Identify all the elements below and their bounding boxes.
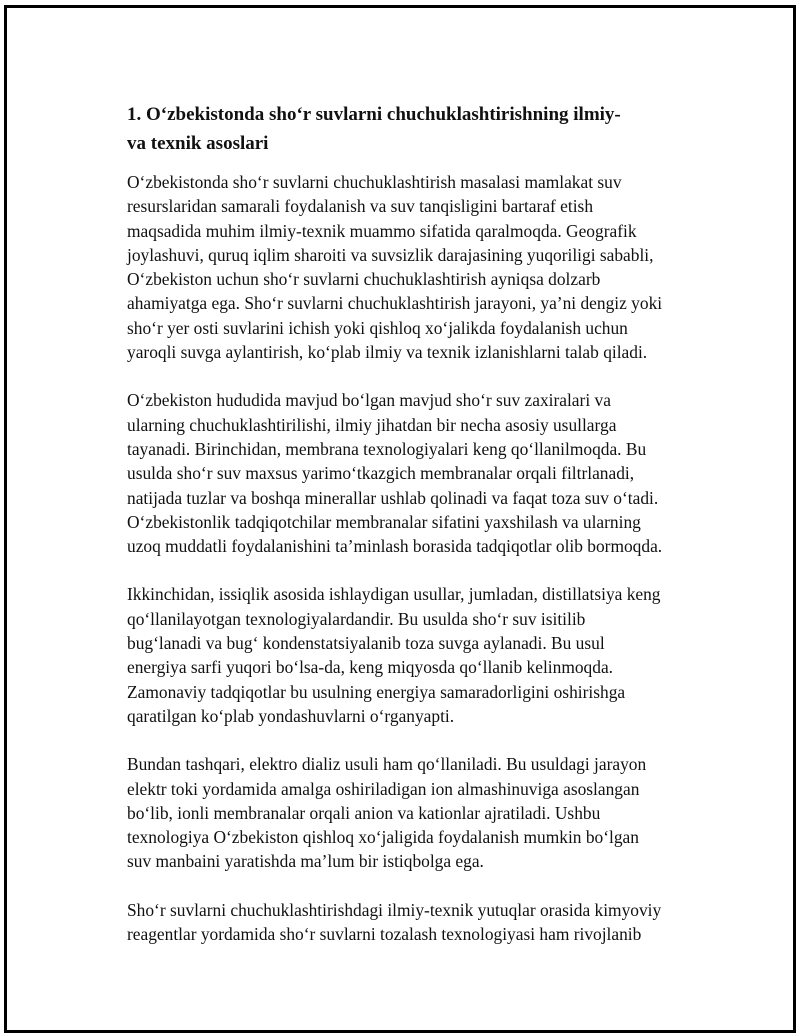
- text-line: joylashuvi, quruq iqlim sharoiti va suvsizlik darajasining yuqoriligi sababli,: [127, 244, 654, 265]
- text-line: reagentlar yordamida sho‘r suvlarni tozalash texnologiyasi ham rivojlanib: [127, 924, 642, 945]
- heading-line: 1. O‘zbekistonda sho‘r suvlarni chuchuklashtirishning ilmiy-: [127, 104, 621, 125]
- text-line: sho‘r yer osti suvlarini ichish yoki qishloq xo‘jalikda foydalanish uchun: [127, 317, 628, 338]
- text-line: Bundan tashqari, elektro dializ usuli ham qo‘llaniladi. Bu usuldagi jarayon: [127, 754, 647, 775]
- text-line: energiya sarfi yuqori bo‘lsa-da, keng miqyosda qo‘llanib kelinmoqda.: [127, 657, 614, 678]
- text-line: Zamonaviy tadqiqotlar bu usulning energiya samaradorligini oshirishga: [127, 681, 626, 702]
- text-line: yaroqli suvga aylantirish, ko‘plab ilmiy va texnik izlanishlarni talab qiladi.: [127, 342, 648, 363]
- text-line: O‘zbekistonda sho‘r suvlarni chuchuklashtirish masalasi mamlakat suv: [127, 172, 622, 192]
- paragraph-3: [121, 582, 701, 728]
- text-line: Ikkinchidan, issiqlik asosida ishlaydigan usullar, jumladan, distillatsiya keng: [127, 584, 661, 605]
- text-line: O‘zbekistonlik tadqiqotchilar membranalar sifatini yaxshilash va ularning: [127, 511, 641, 532]
- document-body: [121, 100, 701, 970]
- text-line: Sho‘r suvlarni chuchuklashtirishdagi ilmiy-texnik yutuqlar orasida kimyoviy: [127, 899, 662, 920]
- text-line: ahamiyatga ega. Sho‘r suvlarni chuchuklashtirish jarayoni, ya’ni dengiz yoki: [127, 293, 663, 314]
- heading-line: va texnik asoslari: [127, 133, 269, 154]
- text-line: qo‘llanilayotgan texnologiyalardandir. Bu usulda sho‘r suv isitilib: [127, 608, 586, 629]
- paragraph-2: [121, 388, 701, 558]
- text-line: texnologiya O‘zbekiston qishloq xo‘jaligida foydalanish mumkin bo‘lgan: [127, 827, 639, 848]
- text-line: uzoq muddatli foydalanishini ta’minlash borasida tadqiqotlar olib bormoqda.: [127, 536, 663, 557]
- section-heading: [121, 100, 701, 158]
- paragraph-1: [121, 170, 701, 364]
- text-line: ularning chuchuklashtirilishi, ilmiy jihatdan bir necha asosiy usullarga: [127, 414, 617, 435]
- text-line: bo‘lib, ionli membranalar orqali anion va kationlar ajratiladi. Ushbu: [127, 802, 601, 823]
- text-line: qaratilgan ko‘plab yondashuvlarni o‘rganyapti.: [127, 705, 455, 726]
- text-line: O‘zbekiston uchun sho‘r suvlarni chuchuklashtirish ayniqsa dolzarb: [127, 269, 601, 290]
- page-frame: [4, 5, 796, 1033]
- text-line: usulda sho‘r suv maxsus yarimo‘tkazgich membranalar orqali filtrlanadi,: [127, 463, 635, 484]
- text-line: natijada tuzlar va boshqa minerallar ushlab qolinadi va faqat toza suv o‘tadi.: [127, 487, 659, 508]
- text-line: resurslaridan samarali foydalanish va suv tanqisligini bartaraf etish: [127, 196, 594, 217]
- paragraph-5: [121, 898, 701, 947]
- paragraph-4: [121, 752, 701, 873]
- text-line: maqsadida muhim ilmiy-texnik muammo sifatida qaralmoqda. Geografik: [127, 220, 637, 241]
- text-line: O‘zbekiston hududida mavjud bo‘lgan mavjud sho‘r suv zaxiralari va: [127, 390, 611, 411]
- text-line: bug‘lanadi va bug‘ kondenstatsiyalanib toza suvga aylanadi. Bu usul: [127, 633, 605, 654]
- text-line: elektr toki yordamida amalga oshiriladigan ion almashinuviga asoslangan: [127, 778, 640, 799]
- text-line: suv manbaini yaratishda ma’lum bir istiqbolga ega.: [127, 851, 484, 872]
- text-line: tayanadi. Birinchidan, membrana texnologiyalari keng qo‘llanilmoqda. Bu: [127, 438, 647, 459]
